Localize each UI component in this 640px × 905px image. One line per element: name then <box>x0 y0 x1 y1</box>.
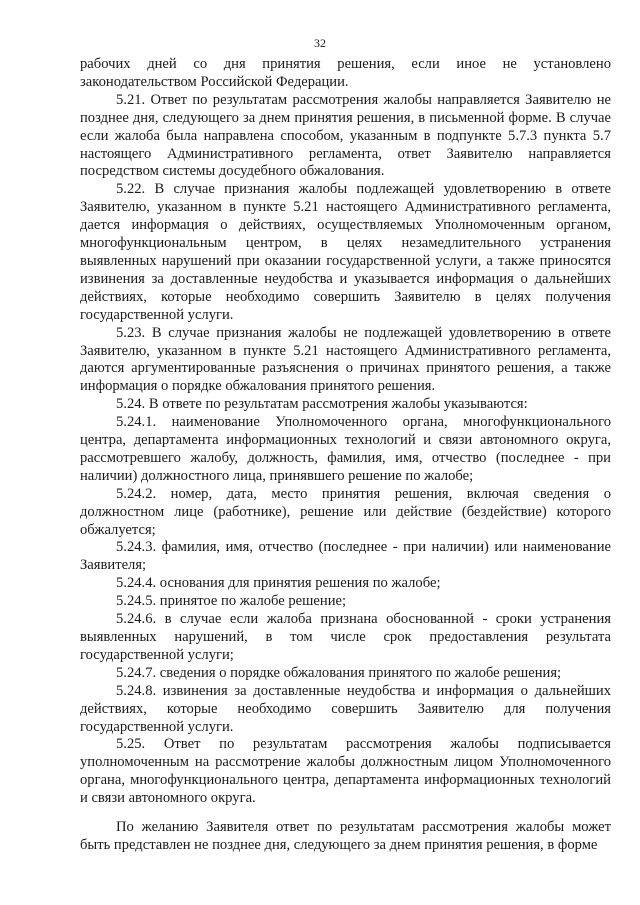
paragraph-5-24-8: 5.24.8. извинения за доставленные неудобства и информация о дальнейших действиях, которые необходимо совершить Заявителю для получения государственной услуги. <box>80 682 611 735</box>
paragraph-5-24-7: 5.24.7. сведения о порядке обжалования принятого по жалобе решения; <box>116 664 562 681</box>
paragraph-5-24-4: 5.24.4. основания для принятия решения по жалобе; <box>116 575 441 592</box>
paragraph-5-22: 5.22. В случае признания жалобы подлежащей удовлетворению в ответе Заявителю, указанном в пункте 5.21 настоящего Административного регламента, дается информация о действиях, осуществляемых Уполномоченным органом, многофункциональным центром, в целях незамедлительного устранения выявленных нарушений при оказании государственной услуги, а также приносятся извинения за доставленные неудобства и указывается информация о дальнейших действиях, которые необходимо совершить Заявителю в целях получения государственной услуги. <box>80 181 611 323</box>
paragraph-5-24-3: 5.24.3. фамилия, имя, отчество (последнее - при наличии) или наименование Заявителя; <box>80 539 611 574</box>
paragraph-5-21: 5.21. Ответ по результатам рассмотрения жалобы направляется Заявителю не позднее дня, следующего за днем принятия решения, в письменной форме. В случае если жалоба была направлена способом, указанным в подпункте 5.7.3 пункта 5.7 настоящего Административного регламента, ответ Заявителю направляется посредством системы досудебного обжалования. <box>80 91 611 180</box>
paragraph-5-24-5: 5.24.5. принятое по жалобе решение; <box>116 593 347 610</box>
paragraph-5-24: 5.24. В ответе по результатам рассмотрения жалобы указываются: <box>116 396 528 413</box>
paragraph-5-24-1: 5.24.1. наименование Уполномоченного органа, многофункционального центра, департамента информационных технологий и связи автономного округа, рассмотревшего жалобу, должность, фамилия, имя, отчество (последнее - при наличии) должностного лица, принявшего решение по жалобе; <box>80 414 611 484</box>
page-number: 32 <box>314 36 326 50</box>
paragraph-5-25: 5.25. Ответ по результатам рассмотрения жалобы подписывается уполномоченным на рассмотрение жалобы должностным лицом Уполномоченного органа, многофункционального центра, департамента информационных технологий и связи автономного округа. <box>80 736 611 807</box>
paragraph-continuation: рабочих дней со дня принятия решения, если иное не установлено законодательством Российской Федерации. <box>80 56 611 90</box>
paragraph-applicant-request: По желанию Заявителя ответ по результатам рассмотрения жалобы может быть представлен не позднее дня, следующего за днем принятия решения, в форме <box>80 819 611 853</box>
paragraph-5-24-6: 5.24.6. в случае если жалоба признана обоснованной - сроки устранения выявленных нарушений, в том числе срок предоставления результата государственной услуги; <box>80 611 611 663</box>
document-body <box>80 56 611 855</box>
paragraph-5-23: 5.23. В случае признания жалобы не подлежащей удовлетворению в ответе Заявителю, указанном в пункте 5.21 настоящего Административного регламента, даются аргументированные разъяснения о причинах принятого решения, а также информация о порядке обжалования принятого решения. <box>80 324 611 395</box>
paragraph-5-24-2: 5.24.2. номер, дата, место принятия решения, включая сведения о должностном лице (работнике), решение или действие (бездействие) которого обжалуется; <box>80 485 611 538</box>
